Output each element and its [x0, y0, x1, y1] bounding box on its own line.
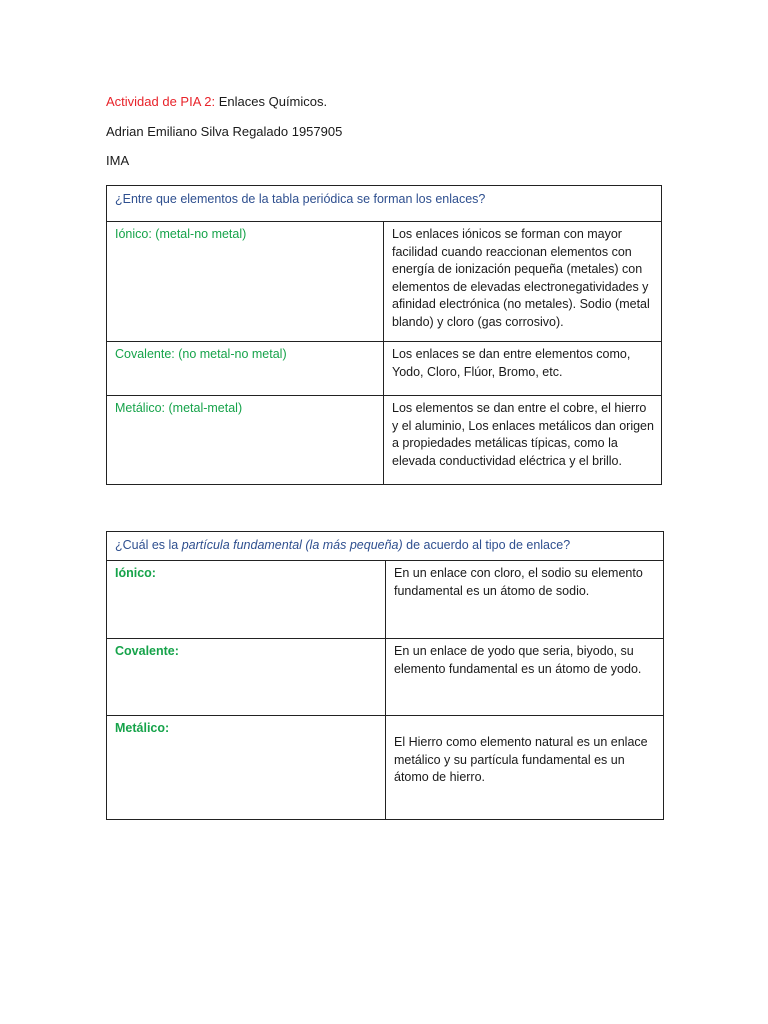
activity-heading	[106, 94, 327, 110]
particle-type-covalent: Covalente:	[107, 639, 386, 716]
particle-desc-covalent: En un enlace de yodo que seria, biyodo, su elemento fundamental es un átomo de yodo.	[386, 639, 664, 716]
particle-type-metallic: Metálico:	[107, 716, 386, 820]
fundamental-particle-table	[106, 531, 664, 820]
bond-desc-ionic: Los enlaces iónicos se forman con mayor facilidad cuando reaccionan elementos con energía de ionización pequeña (metales) con elementos de elevadas electronegatividades y afinidad electrónica (no metales). Sodio (metal blando) y cloro (gas corrosivo).	[384, 222, 662, 342]
activity-title: Enlaces Químicos.	[215, 94, 328, 109]
table-row	[107, 342, 662, 396]
bond-type-metallic: Metálico: (metal-metal)	[107, 396, 384, 485]
bond-desc-metallic: Los elementos se dan entre el cobre, el hierro y el aluminio, Los enlaces metálicos dan origen a propiedades metálicas típicas, como la elevada conductividad eléctrica y el brillo.	[384, 396, 662, 485]
bond-desc-covalent: Los enlaces se dan entre elementos como, Yodo, Cloro, Flúor, Bromo, etc.	[384, 342, 662, 396]
table-row	[107, 222, 662, 342]
table-row	[107, 716, 664, 820]
question-italic: partícula fundamental (la más pequeña)	[181, 538, 403, 552]
particle-type-ionic: Iónico:	[107, 561, 386, 639]
bond-elements-table	[106, 185, 662, 485]
table1-question: ¿Entre que elementos de la tabla periódica se forman los enlaces?	[107, 186, 662, 222]
activity-label: Actividad de PIA 2:	[106, 94, 216, 109]
table-row	[107, 396, 662, 485]
table-row	[107, 639, 664, 716]
bond-type-ionic: Iónico: (metal-no metal)	[107, 222, 384, 342]
question-end: de acuerdo al tipo de enlace?	[402, 538, 571, 552]
bond-type-covalent: Covalente: (no metal-no metal)	[107, 342, 384, 396]
particle-desc-ionic: En un enlace con cloro, el sodio su elemento fundamental es un átomo de sodio.	[386, 561, 664, 639]
program-line: IMA	[106, 153, 130, 168]
question-start: ¿Cuál es la	[115, 538, 182, 552]
particle-desc-metallic: El Hierro como elemento natural es un enlace metálico y su partícula fundamental es un átomo de hierro.	[386, 716, 664, 820]
table2-question	[107, 532, 664, 561]
table-row	[107, 561, 664, 639]
author-line: Adrian Emiliano Silva Regalado 1957905	[106, 124, 343, 139]
